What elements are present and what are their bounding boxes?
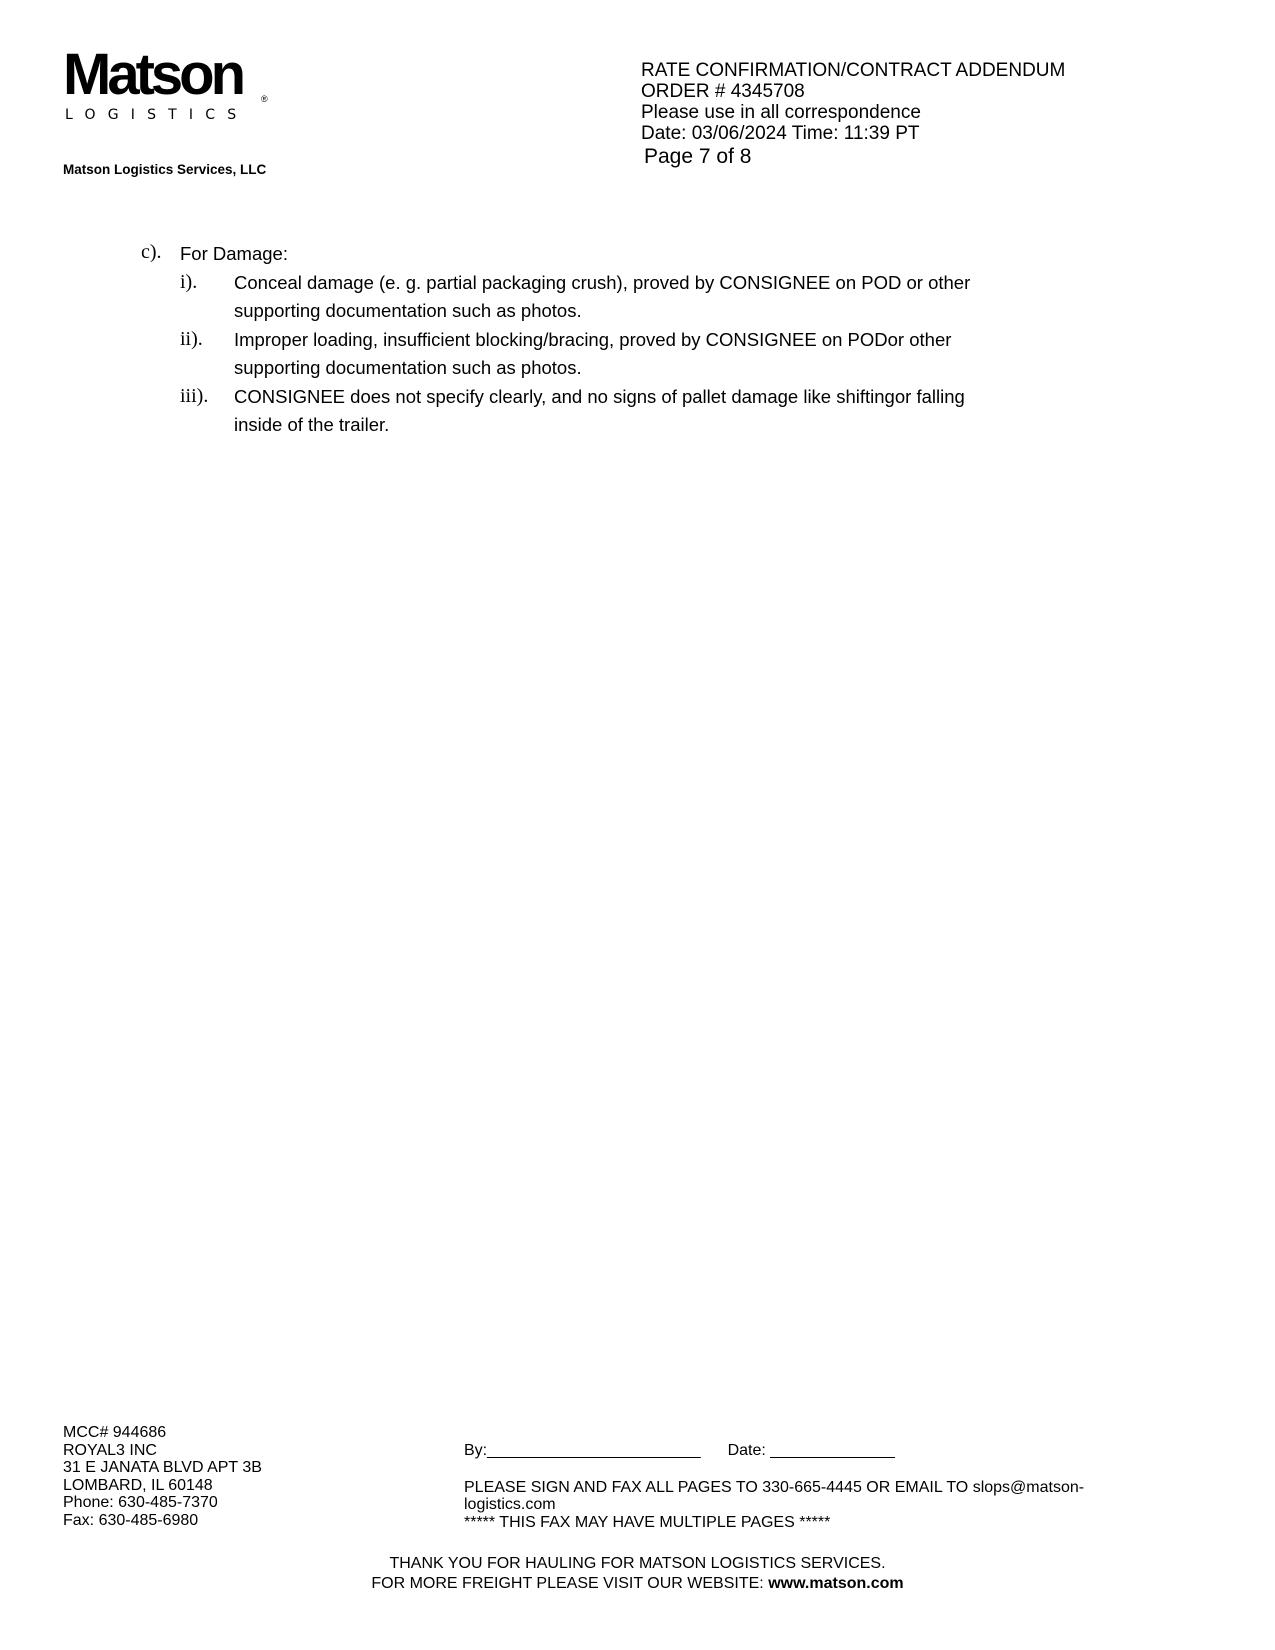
- list-item-marker: iii).: [180, 385, 209, 407]
- website-prefix: FOR MORE FREIGHT PLEASE VISIT OUR WEBSITE:: [371, 1575, 769, 1592]
- list-item-text: inside of the trailer.: [234, 414, 390, 435]
- carrier-name: ROYAL3 INC: [63, 1441, 157, 1459]
- signature-area: [464, 1442, 1084, 1531]
- carrier-address: 31 E JANATA BLVD APT 3B: [63, 1459, 262, 1476]
- logo-registered-mark: ®: [261, 94, 268, 104]
- page-number: Page 7 of 8: [644, 145, 752, 168]
- carrier-fax: Fax: 630-485-6980: [63, 1511, 199, 1529]
- carrier-city: LOMBARD, IL 60148: [63, 1476, 213, 1494]
- document-date: Date: 03/06/2024 Time: 11:39 PT: [641, 123, 920, 144]
- matson-logo: [63, 42, 273, 127]
- logo-wordmark: Matson: [63, 42, 242, 107]
- list-item-text: supporting documentation such as photos.: [234, 300, 582, 321]
- signature-line[interactable]: By:________________________: [464, 1442, 701, 1459]
- list-item-marker: i).: [180, 271, 198, 293]
- section-title: For Damage:: [180, 243, 288, 264]
- document-title: RATE CONFIRMATION/CONTRACT ADDENDUM: [641, 60, 1066, 81]
- website-link[interactable]: www.matson.com: [768, 1575, 904, 1592]
- list-item-text: Conceal damage (e. g. partial packaging crush), proved by CONSIGNEE on POD or other: [234, 272, 971, 293]
- list-item-text: CONSIGNEE does not specify clearly, and no signs of pallet damage like shiftingor falling: [234, 386, 965, 407]
- carrier-mcc: MCC# 944686: [63, 1424, 167, 1441]
- multipage-note: ***** THIS FAX MAY HAVE MULTIPLE PAGES *****: [464, 1513, 831, 1531]
- correspondence-note: Please use in all correspondence: [641, 102, 921, 123]
- list-item-text: Improper loading, insufficient blocking/bracing, proved by CONSIGNEE on PODor other: [234, 329, 952, 350]
- thanks-message: THANK YOU FOR HAULING FOR MATSON LOGISTICS SERVICES.: [389, 1555, 886, 1572]
- website-line: [0, 1574, 1275, 1594]
- header-info: [641, 60, 1065, 167]
- footer: [0, 1554, 1275, 1594]
- company-name: Matson Logistics Services, LLC: [63, 162, 267, 177]
- order-number: ORDER # 4345708: [641, 81, 805, 102]
- carrier-phone: Phone: 630-485-7370: [63, 1494, 218, 1511]
- logo-subtitle: LOGISTICS: [65, 107, 249, 123]
- fax-instructions-continued: logistics.com: [464, 1496, 556, 1513]
- carrier-info: [63, 1424, 262, 1529]
- list-item-text: supporting documentation such as photos.: [234, 357, 582, 378]
- list-item-marker: ii).: [180, 328, 203, 350]
- fax-instructions: PLEASE SIGN AND FAX ALL PAGES TO 330-665-4445 OR EMAIL TO slops@matson-: [464, 1478, 1085, 1496]
- section-marker: c).: [141, 241, 162, 263]
- signature-date-line[interactable]: Date: ______________: [727, 1442, 895, 1459]
